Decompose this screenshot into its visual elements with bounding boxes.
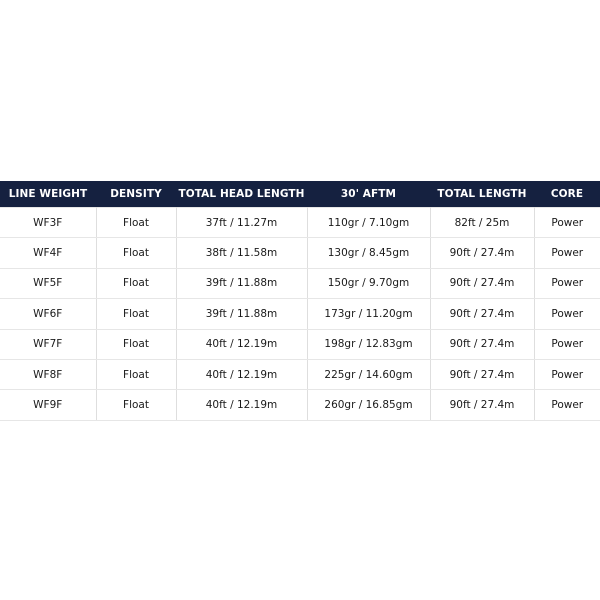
cell-density: Float <box>96 390 176 420</box>
cell-total-length: 82ft / 25m <box>430 208 534 238</box>
cell-aftm: 150gr / 9.70gm <box>307 268 430 298</box>
cell-density: Float <box>96 238 176 268</box>
cell-total-head-length: 40ft / 12.19m <box>176 390 307 420</box>
table-row <box>0 359 600 389</box>
header-aftm: 30' AFTM <box>307 181 430 208</box>
cell-total-head-length: 39ft / 11.88m <box>176 299 307 329</box>
cell-aftm: 130gr / 8.45gm <box>307 238 430 268</box>
header-total-head-length: TOTAL HEAD LENGTH <box>176 181 307 208</box>
cell-core: Power <box>534 238 600 268</box>
cell-total-head-length: 40ft / 12.19m <box>176 329 307 359</box>
cell-total-head-length: 38ft / 11.58m <box>176 238 307 268</box>
cell-core: Power <box>534 329 600 359</box>
cell-total-head-length: 40ft / 12.19m <box>176 359 307 389</box>
header-density: DENSITY <box>96 181 176 208</box>
cell-core: Power <box>534 268 600 298</box>
cell-line-weight: WF4F <box>0 238 96 268</box>
cell-line-weight: WF6F <box>0 299 96 329</box>
cell-total-length: 90ft / 27.4m <box>430 359 534 389</box>
cell-line-weight: WF3F <box>0 208 96 238</box>
cell-core: Power <box>534 299 600 329</box>
table-row <box>0 299 600 329</box>
cell-aftm: 110gr / 7.10gm <box>307 208 430 238</box>
header-core: CORE <box>534 181 600 208</box>
cell-total-length: 90ft / 27.4m <box>430 329 534 359</box>
cell-total-length: 90ft / 27.4m <box>430 238 534 268</box>
table-body <box>0 208 600 421</box>
table-header <box>0 181 600 208</box>
cell-core: Power <box>534 208 600 238</box>
cell-total-length: 90ft / 27.4m <box>430 268 534 298</box>
cell-aftm: 260gr / 16.85gm <box>307 390 430 420</box>
cell-line-weight: WF9F <box>0 390 96 420</box>
table-row <box>0 329 600 359</box>
cell-total-head-length: 37ft / 11.27m <box>176 208 307 238</box>
cell-core: Power <box>534 359 600 389</box>
cell-density: Float <box>96 299 176 329</box>
fly-line-spec-table <box>0 181 600 421</box>
cell-density: Float <box>96 208 176 238</box>
table-row <box>0 238 600 268</box>
cell-aftm: 198gr / 12.83gm <box>307 329 430 359</box>
cell-total-length: 90ft / 27.4m <box>430 390 534 420</box>
cell-total-head-length: 39ft / 11.88m <box>176 268 307 298</box>
table-row <box>0 208 600 238</box>
cell-total-length: 90ft / 27.4m <box>430 299 534 329</box>
cell-density: Float <box>96 268 176 298</box>
cell-density: Float <box>96 329 176 359</box>
header-total-length: TOTAL LENGTH <box>430 181 534 208</box>
table-row <box>0 390 600 420</box>
header-line-weight: LINE WEIGHT <box>0 181 96 208</box>
cell-line-weight: WF8F <box>0 359 96 389</box>
table-row <box>0 268 600 298</box>
header-row <box>0 181 600 208</box>
cell-density: Float <box>96 359 176 389</box>
cell-aftm: 225gr / 14.60gm <box>307 359 430 389</box>
cell-core: Power <box>534 390 600 420</box>
cell-line-weight: WF7F <box>0 329 96 359</box>
cell-aftm: 173gr / 11.20gm <box>307 299 430 329</box>
cell-line-weight: WF5F <box>0 268 96 298</box>
